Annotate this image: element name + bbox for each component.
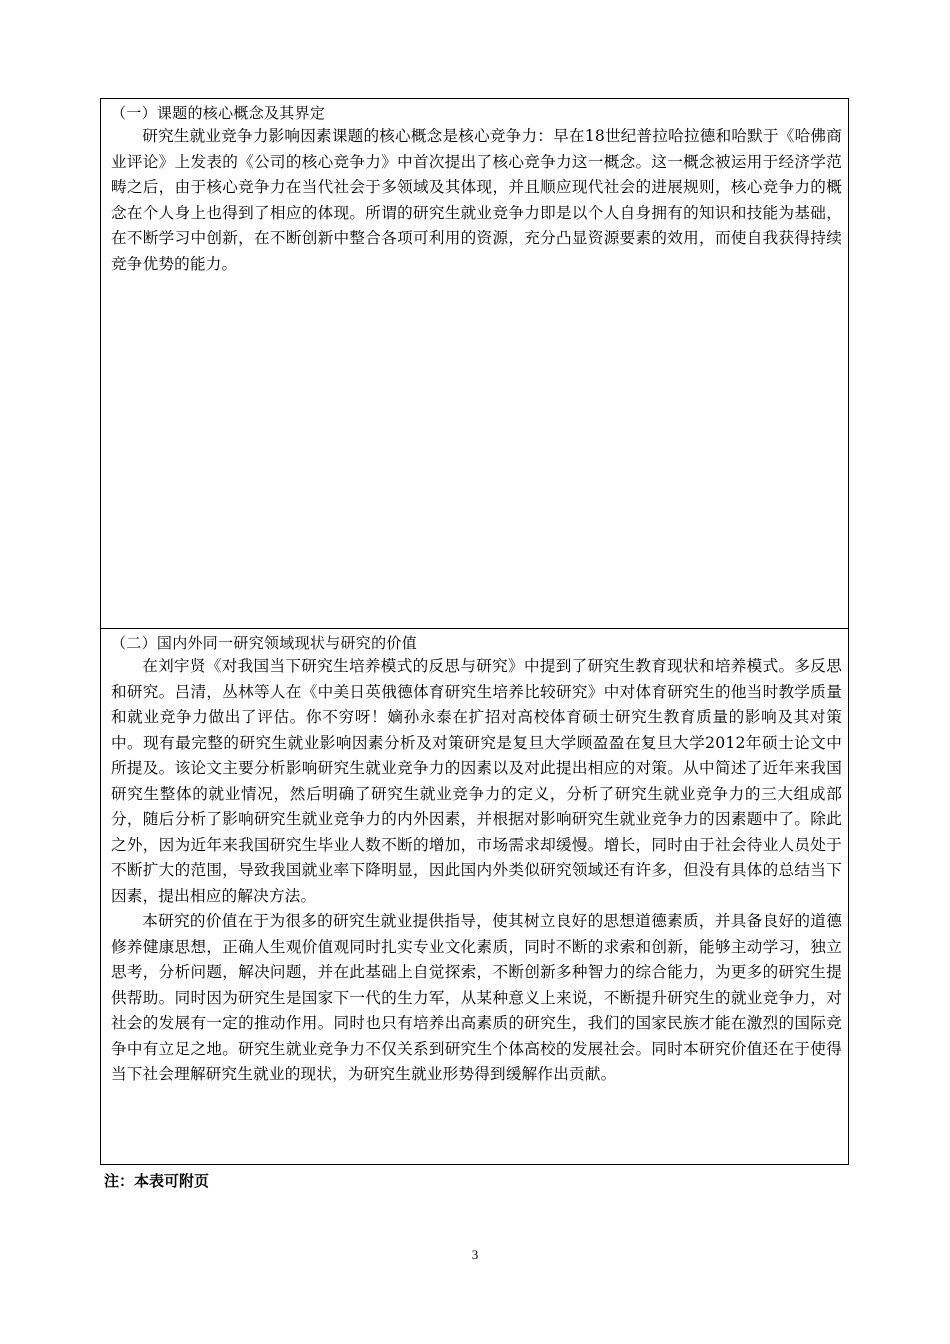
section-research-status [100,629,849,1165]
paragraph: 研究生就业竞争力影响因素课题的核心概念是核心竞争力：早在18世纪普拉哈拉德和哈默于《哈佛商业评论》上发表的《公司的核心竞争力》中首次提出了核心竞争力这一概念。这一概念被运用于经济学范畴之后，由于核心竞争力在当代社会于多领域及其体现，并且顺应现代社会的进展规则，核心竞争力的概念在个人身上也得到了相应的体现。所谓的研究生就业竞争力即是以个人自身拥有的知识和技能为基础，在不断学习中创新，在不断创新中整合各项可利用的资源，充分凸显资源要素的效用，而使自我获得持续竞争优势的能力。 [111,127,842,273]
paragraph: 在刘宇贤《对我国当下研究生培养模式的反思与研究》中提到了研究生教育现状和培养模式。多反思和研究。吕清，丛林等人在《中美日英俄德体育研究生培养比较研究》中对体育研究生的他当时教学质量和就业竞争力做出了评估。你不穷呀！嫡孙永泰在扩招对高校体育硕士研究生教育质量的影响及其对策中。现有最完整的研究生就业影响因素分析及对策研究是复旦大学顾盈盈在复旦大学2012年硕士论文中所提及。该论文主要分析影响研究生就业竞争力的因素以及对此提出相应的对策。从中简述了近年来我国研究生整体的就业情况，然后明确了研究生就业竞争力的定义，分析了研究生就业竞争力的三大组成部分，随后分析了影响研究生就业竞争力的内外因素，并根据对影响研究生就业竞争力的因素题中了。除此之外，因为近年来我国研究生毕业人数不断的增加，市场需求却缓慢。增长，同时由于社会待业人员处于不断扩大的范围，导致我国就业率下降明显，因此国内外类似研究领域还有许多，但没有具体的总结当下因素，提出相应的解决方法。 [111,657,842,905]
paragraph: 本研究的价值在于为很多的研究生就业提供指导，使其树立良好的思想道德素质，并具备良好的道德修养健康思想，正确人生观价值观同时扎实专业文化素质，同时不断的求索和创新，能够主动学习，独立思考，分析问题，解决问题，并在此基础上自觉探索，不断创新多种智力的综合能力，为更多的研究生提供帮助。同时因为研究生是国家下一代的生力军，从某种意义上来说，不断提升研究生的就业竞争力，对社会的发展有一定的推动作用。同时也只有培养出高素质的研究生，我们的国家民族才能在激烈的国际竞争中有立足之地。研究生就业竞争力不仅关系到研究生个体高校的发展社会。同时本研究价值还在于使得当下社会理解研究生就业的现状，为研究生就业形势得到缓解作出贡献。 [111,912,842,1083]
section-heading: （一）课题的核心概念及其界定 [111,104,326,122]
page-number: 3 [471,1247,479,1262]
table-note: 注：本表可附页 [104,1172,210,1190]
section-core-concepts [100,98,849,629]
section-heading: （二）国内外同一研究领域现状与研究的价值 [111,634,418,652]
